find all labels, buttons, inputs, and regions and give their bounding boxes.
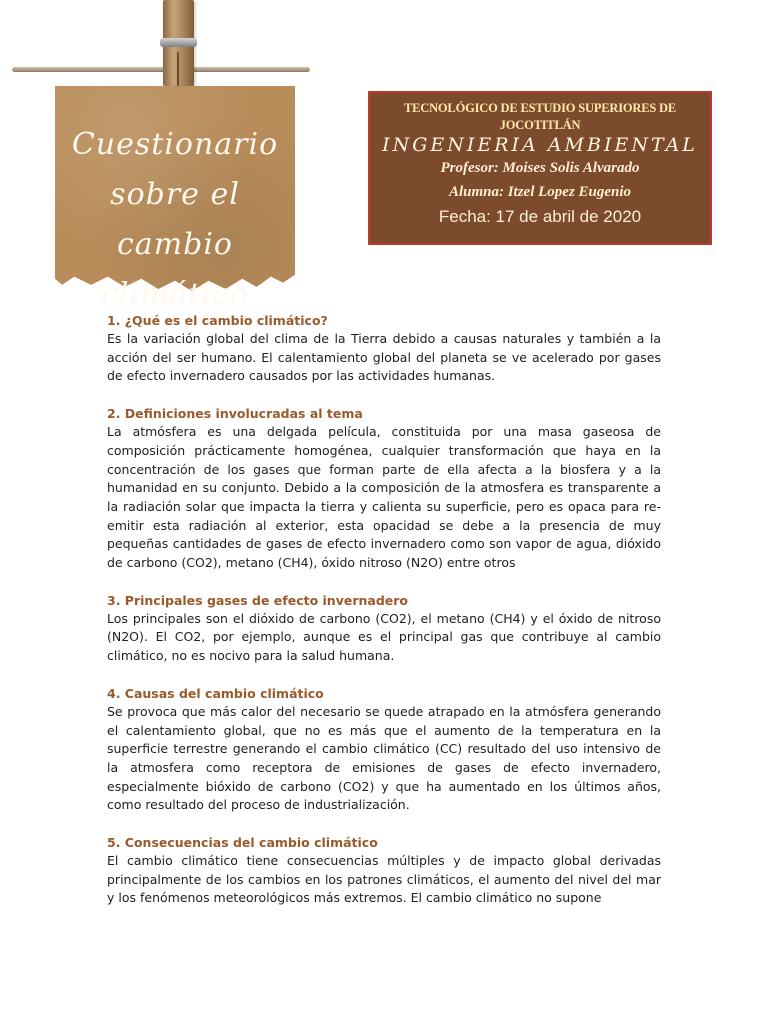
clothespin-icon <box>163 0 194 88</box>
clothespin-spring <box>160 38 197 47</box>
card-title <box>58 120 292 320</box>
document-date: Fecha: 17 de abril de 2020 <box>438 207 642 226</box>
section-2 <box>107 404 661 573</box>
clothespin-split <box>177 52 179 86</box>
section-title: 2. Definiciones involucradas al tema <box>107 406 363 422</box>
professor-name: Profesor: Moises Solis Alvarado <box>440 160 640 176</box>
section-text: El cambio climático tiene consecuencias múltiples y de impacto global derivadas principalmente de los cambios en los patrones climáticos, el aumento del nivel del mar y los fenómenos meteorológicos más extremos. El cambio climático no supone <box>107 853 661 906</box>
card-title-line-3: climático <box>101 277 249 312</box>
clothesline <box>12 67 310 72</box>
institution-name: TECNOLÓGICO DE ESTUDIO SUPERIORES DE JOCOTITLÁN <box>403 101 677 132</box>
section-title: 1. ¿Qué es el cambio climático? <box>107 313 328 328</box>
section-text: Se provoca que más calor del necesario se quede atrapado en la atmósfera generando el calentamiento global, que no es más que el aumento de la temperatura en la superficie terrestre generando el cambio climático (CC) resultado del uso intensivo de la atmosfera como receptora de emisiones de gases de efecto invernadero, especialmente bióxido de carbono (CO2) y que ha aumentado en los últimos años, como resultado del proceso de industrialización. <box>107 703 661 813</box>
section-title: 3. Principales gases de efecto invernadero <box>107 592 409 608</box>
card-title-line-2: sobre el cambio <box>110 177 240 262</box>
section-4 <box>107 684 661 815</box>
student-name: Alumna: Itzel Lopez Eugenio <box>448 184 632 200</box>
section-text: Es la variación global del clima de la Tierra debido a causas naturales y también a la acción del ser humano. El calentamiento global del planeta se ve acelerado por gases de efecto invernadero causados por las actividades humanas. <box>107 331 661 384</box>
career-name: INGENIERIA AMBIENTAL <box>382 134 698 156</box>
document-body <box>107 311 661 926</box>
section-5 <box>107 833 661 908</box>
section-title: 4. Causas del cambio climático <box>107 685 324 701</box>
card-title-line-1: Cuestionario <box>71 127 279 162</box>
section-3 <box>107 591 661 666</box>
section-text: Los principales son el dióxido de carbono (CO2), el metano (CH4) y el óxido de nitroso (N2O). El CO2, por ejemplo, aunque es el principal gas que contribuye al cambio climático, no es nocivo para la salud humana. <box>107 610 661 664</box>
section-1 <box>107 311 661 386</box>
header-box <box>368 91 712 245</box>
section-title: 5. Consecuencias del cambio climático <box>107 835 378 851</box>
section-text: La atmósfera es una delgada película, constituida por una masa gaseosa de composición prácticamente homogénea, cualquier transformación que haya en la concentración de los gases que forman parte de ella afecta a la biosfera y a la humanidad en su conjunto. Debido a la composición de la atmosfera es transparente a la radiación solar que impacta la tierra y calienta su superficie, pero es opaca para re-emitir esta radiación al exterior, esta opacidad se debe a la presencia de muy pequeñas cantidades de gases de efecto invernadero como son vapor de agua, dióxido de carbono (CO2), metano (CH4), óxido nitroso (N2O) entre otros <box>107 424 661 571</box>
